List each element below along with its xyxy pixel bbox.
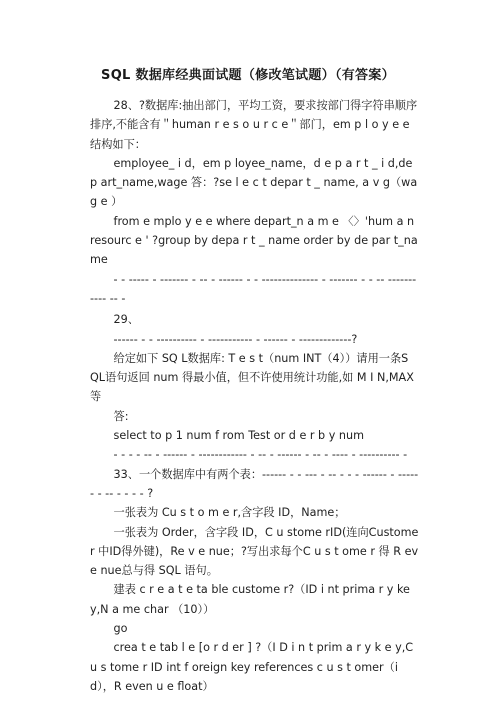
- paragraph-q29: 29、: [113, 313, 139, 327]
- paragraph-q33-create-order: crea t e tab l e [o r d er ] ?（I D i n t prim a r y k e y,Cu s tome r ID int f oreign key references c u s t omer（id），R even u e float）: [90, 641, 414, 693]
- paragraph-q33-create-customer: 建表 c r e a t e ta ble custome r?（ID i nt prima r y key,N a me char （10））: [90, 583, 410, 616]
- paragraph-q28-fields: employee_ i d，em p loyee_name，d e p a r t _ i d,de p art_name,wage 答：?se l e c t depar t _ name, a v g（wa g e ）: [90, 156, 418, 209]
- paragraph-q33-order: 一张表为 Order，含字段 ID，C u stome rID(连向Customer 中ID得外键)，Re v e nue；?写出求每个C u s t ome r 得 R eve nue总与得 SQL 语句。: [90, 525, 419, 578]
- document-body: [90, 96, 420, 696]
- paragraph-q29-question: 给定如下 SQ L数据库: T e s t（num INT（4））请用一条S QL语句返回 num 得最小值，但不许使用统计功能,如 M I N,MAX 等: [90, 351, 414, 404]
- paragraph-q29-answer-label: 答:: [113, 409, 129, 423]
- paragraph-q33: 33、一个数据库中有两个表：------ - - --- - -- - - - ------ - ----- - - -- - - - - ?: [90, 467, 419, 500]
- separator-line: ------ - - ---------- - ----------- - ------ - -------------?: [113, 332, 358, 346]
- paragraph-q28: 28、?数据库:抽出部门，平均工资，要求按部门得字符串顺序排序,不能含有＂human r e s o u r c e＂部门，em p l o y e e结构如下：: [90, 99, 418, 151]
- paragraph-q28-answer: from e mplo y e e where depart_n a m e 〈〉'hum a n resourc e ' ?group by depa r t _ name order by de par t_name: [90, 214, 418, 267]
- paragraph-q33-customer: 一张表为 Cu s t o m e r,含字段 ID，Name；: [113, 506, 346, 520]
- paragraph-q33-go: go: [113, 622, 128, 636]
- paragraph-q29-answer: select to p 1 num f rom Test or d e r b y num: [113, 429, 364, 443]
- separator-line: - - ----- - ------- - -- - ------ - - -------------- - ------- - - -- ----------- -- -: [90, 272, 417, 305]
- page-title: SQL 数据库经典面试题（修改笔试题）（有答案）: [101, 68, 395, 83]
- separator-line: - - - - -- - ------ - ------------ - -- - ------ - -- - ---- - ---------- -: [113, 448, 408, 462]
